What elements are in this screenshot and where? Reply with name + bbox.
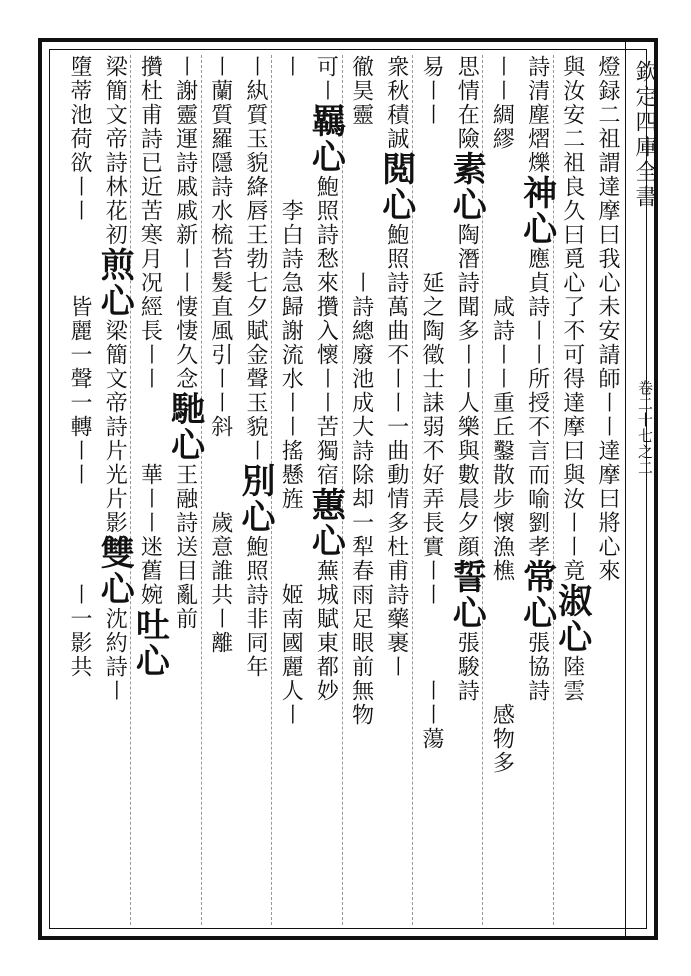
entry-text: 思情在險 [454, 55, 480, 151]
text-column [446, 55, 487, 925]
entry-heading: 常心 [516, 559, 557, 631]
text-column [203, 55, 237, 925]
entry-text: 鮑照詩非同年 [243, 535, 268, 679]
entry-text: 蕪城賦東都妙 [313, 559, 339, 703]
entry-heading: 吐心 [129, 607, 170, 679]
entry-heading: 閲心 [375, 151, 416, 223]
entry-text: 墮蒂池荷欲〡〡 皆麗一聲一轉〡〡 〡一影共 [67, 55, 92, 679]
text-column [129, 55, 170, 925]
entry-text: 攢杜甫詩已近苦寒月况經長〡〡 華〡〡迷舊婉 [137, 55, 163, 607]
entry-text: 〡蘭質羅隱詩水梳苔髮直風引〡〡斜 歲意誰共〡離 [207, 55, 233, 655]
text-column [375, 55, 416, 925]
text-column [414, 55, 448, 925]
text-column [551, 55, 592, 925]
entry-heading: 蕙心 [305, 487, 346, 559]
entry-heading: 別心 [235, 463, 275, 535]
entry-text: 〡 李白詩急歸謝流水〡〡搖懸旌 姬南國麗人〡 [278, 55, 304, 727]
text-column [235, 55, 275, 925]
entry-text: 可〡 [313, 55, 339, 103]
entry-text: 陸雲 [559, 655, 585, 703]
entry-text: 易〡〡 延之陶徵士誄弱不好弄長實〡〡 〡〡蕩 [419, 55, 444, 751]
text-column [484, 55, 518, 925]
entry-heading: 羈心 [305, 103, 346, 175]
entry-text: 陶潛詩聞多〡〡人樂與數晨夕顔 [454, 223, 480, 559]
entry-text: 張協詩 [524, 631, 550, 703]
text-column [273, 55, 307, 925]
entry-text: 張駿詩 [454, 631, 480, 703]
entry-text: 沈約詩〡 [102, 607, 128, 703]
text-column [590, 55, 624, 925]
entry-text: 梁簡文帝詩片光片影 [102, 319, 128, 535]
entry-text: 鮑照詩萬曲不〡〡一曲動情多杜甫詩藥裹〡 [383, 223, 409, 679]
text-column [62, 55, 96, 925]
book-title: 欽定四庫全書 [632, 60, 657, 210]
entry-heading: 素心 [446, 151, 487, 223]
entry-text: 衆秋積誠 [383, 55, 409, 151]
text-column [516, 55, 557, 925]
entry-heading: 煎心 [94, 247, 135, 319]
entry-text: 〡〡綢繆 咸詩〡〡重丘鑿散步懷漁樵 感物多 [489, 55, 515, 775]
entry-text: 〡謝靈運詩戚戚新〡〡悽悽久念 [172, 55, 198, 391]
entry-text: 〡紈質玉貌絳唇王勃七夕賦金聲玉貌〡 [243, 55, 268, 463]
entry-text: 詩清塵熠爍 [524, 55, 550, 175]
juan-label: 卷二十七之二 [636, 380, 654, 476]
entry-text: 應貞詩〡〡所授不言而喻劉孝 [524, 247, 550, 559]
entry-text: 徹昊靈 〡詩總廢池成大詩除却一犁春雨足眼前無物 [348, 55, 374, 727]
text-column [305, 55, 346, 925]
text-column [94, 55, 135, 925]
entry-text: 王融詩送目亂前 [172, 463, 198, 631]
text-column [164, 55, 205, 925]
text-column [344, 55, 378, 925]
entry-heading: 馳心 [164, 391, 205, 463]
entry-heading: 神心 [516, 175, 557, 247]
entry-text: 鮑照詩愁來攢入懷〡〡苦獨宿 [313, 175, 339, 487]
entry-heading: 誓心 [446, 559, 487, 631]
entry-text: 與汝安二祖良久曰覓心了不可得達摩曰與汝〡〡竟 [559, 55, 585, 583]
entry-heading: 雙心 [94, 535, 135, 607]
entry-heading: 淑心 [551, 583, 592, 655]
entry-text: 梁簡文帝詩林花初 [102, 55, 128, 247]
entry-text: 燈録二祖謂達摩曰我心未安請師〡〡達摩曰將心來 [595, 55, 620, 583]
